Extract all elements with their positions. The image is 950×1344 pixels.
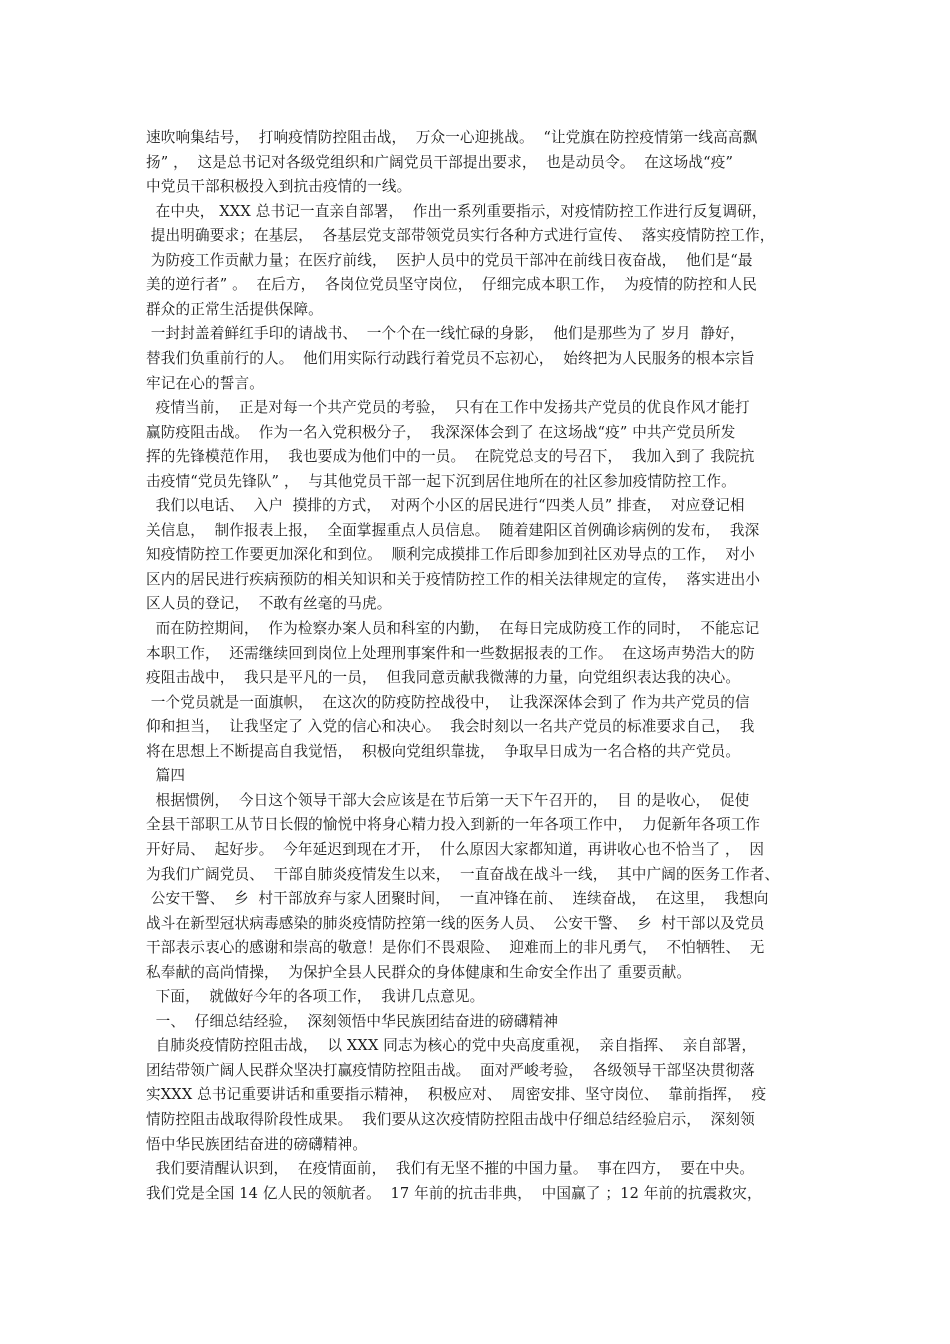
text-line: 区内的居民进行疾病预防的相关知识和关于疫情防控工作的相关法律规定的宣传， 落实进出小 bbox=[146, 570, 761, 588]
text-line: 本职工作， 还需继续回到岗位上处理刑事案件和一些数据报表的工作。 在这场声势浩大的防 bbox=[146, 644, 755, 662]
text-line: 一封封盖着鲜红手印的请战书、 一个个在一线忙碌的身影， 他们是那些为了 岁月 静好， bbox=[146, 325, 745, 343]
text-line: 一个党员就是一面旗帜， 在这次的防疫防控战役中， 让我深深体会到了 作为共产党员的信 bbox=[146, 693, 750, 711]
text-line: 开好局、 起好步。 今年延迟到现在才开， 什么原因大家都知道，再讲收心也不恰当了 ， 因 bbox=[146, 840, 765, 858]
text-line: 一、 仔细总结经验， 深刻领悟中华民族团结奋进的磅礴精神 bbox=[146, 1012, 559, 1030]
text-line: 我们以电话、 入户 摸排的方式， 对两个小区的居民进行“四类人员” 排查， 对应登记相 bbox=[146, 497, 745, 515]
text-line: 为防疫工作贡献力量；在医疗前线， 医护人员中的党员干部冲在前线日夜奋战， 他们是“最 bbox=[146, 251, 753, 269]
text-line: 中党员干部积极投入到抗击疫情的一线。 bbox=[146, 178, 412, 196]
text-line: 挥的先锋模范作用， 我也要成为他们中的一员。 在院党总支的号召下， 我加入到了 我院抗 bbox=[146, 448, 755, 466]
text-line: 将在思想上不断提高自我觉悟， 积极向党组织靠拢， 争取早日成为一名合格的共产党员。 bbox=[146, 742, 741, 760]
text-line: 根据惯例， 今日这个领导干部大会应该是在节后第一天下午召开的， 目 的是收心， 促使 bbox=[146, 791, 750, 809]
text-line: 提出明确要求；在基层， 各基层党支部带领党员实行各种方式进行宣传、 落实疫情防控工作， bbox=[146, 227, 775, 245]
text-line: 情防控阻击战取得阶段性成果。 我们要从这次疫情防控阻击战中仔细总结经验启示， 深刻领 bbox=[146, 1111, 755, 1128]
text-line: 而在防控期间， 作为检察办案人员和科室的内勤， 在每日完成防疫工作的同时， 不能忘记 bbox=[146, 620, 760, 637]
text-line: 自肺炎疫情防控阻击战， 以 XXX 同志为核心的党中央高度重视， 亲自指挥、 亲自部署， bbox=[146, 1037, 757, 1055]
text-line: 仰和担当， 让我坚定了 入党的信心和决心。 我会时刻以一名共产党员的标准要求自己， 我 bbox=[146, 718, 755, 736]
text-line: 牢记在心的誓言。 bbox=[146, 374, 264, 392]
text-line: 我们党是全国 14 亿人民的领航者。 17 年前的抗击非典， 中国赢了 ；12 年前的抗震救灾， bbox=[146, 1184, 762, 1202]
text-line: 击疫情“党员先锋队” ， 与其他党员干部一起下沉到居住地所在的社区参加疫情防控工作。 bbox=[146, 472, 736, 490]
text-line: 关信息， 制作报表上报， 全面掌握重点人员信息。 随着建阳区首例确诊病例的发布， 我深 bbox=[146, 521, 760, 539]
text-line: 全县干部职工从节日长假的愉悦中将身心精力投入到新的一年各项工作中， 力促新年各项工作 bbox=[146, 816, 761, 834]
text-line: 我们要清醒认识到， 在疫情面前， 我们有无坚不摧的中国力量。 事在四方， 要在中央。 bbox=[146, 1160, 755, 1178]
text-line: 下面， 就做好今年的各项工作， 我讲几点意见。 bbox=[146, 988, 485, 1006]
text-line: 疫阻击战中， 我只是平凡的一员， 但我同意贡献我微薄的力量，向党组织表达我的决心。 bbox=[146, 669, 741, 687]
text-line: 私奉献的高尚情操， 为保护全县人民群众的身体健康和生命安全作出了 重要贡献。 bbox=[146, 963, 692, 981]
text-line: 群众的正常生活提供保障。 bbox=[146, 300, 323, 318]
text-line: 实XXX 总书记重要讲话和重要指示精神， 积极应对、 周密安排、坚守岗位、 靠前指挥， 疫 bbox=[146, 1086, 767, 1104]
text-line: 扬” ， 这是总书记对各级党组织和广阔党员干部提出要求， 也是动员令。 在这场战“疫” bbox=[146, 153, 734, 171]
text-line: 在中央， XXX 总书记一直亲自部署， 作出一系列重要指示，对疫情防控工作进行反复调研， bbox=[146, 202, 767, 220]
text-line: 干部表示衷心的感谢和崇高的敬意！是你们不畏艰险、 迎难而上的非凡勇气， 不怕牺牲、 无 bbox=[146, 939, 765, 957]
text-line: 公安干警、 乡 村干部放弃与家人团聚时间， 一直冲锋在前、 连续奋战， 在这里， 我想向 bbox=[146, 890, 769, 908]
text-line: 知疫情防控工作要更加深化和到位。 顺利完成摸排工作后即参加到社区劝导点的工作， 对小 bbox=[146, 546, 755, 564]
text-line: 团结带领广阔人民群众坚决打赢疫情防控阻击战。 面对严峻考验， 各级领导干部坚决贯彻落 bbox=[146, 1061, 755, 1079]
text-line: 替我们负重前行的人。 他们用实际行动践行着党员不忘初心， 始终把为人民服务的根本宗旨 bbox=[146, 349, 755, 367]
text-line: 速吹响集结号， 打响疫情防控阻击战， 万众一心迎挑战。 “让党旗在防控疫情第一线高高飘 bbox=[146, 129, 758, 146]
text-line: 赢防疫阻击战。 作为一名入党积极分子， 我深深体会到了 在这场战“疫” 中共产党员所发 bbox=[146, 423, 736, 441]
text-line: 为我们广阔党员、 干部自肺炎疫情发生以来， 一直奋战在战斗一线， 其中广阔的医务工作者、 bbox=[146, 865, 780, 883]
text-line: 疫情当前， 正是对每一个共产党员的考验， 只有在工作中发扬共产党员的优良作风才能打 bbox=[146, 399, 750, 417]
text-line: 篇四 bbox=[146, 767, 186, 785]
text-line: 美的逆行者” 。 在后方， 各岗位党员坚守岗位， 仔细完成本职工作， 为疫情的防控和人民 bbox=[146, 276, 757, 294]
text-line: 区人员的登记， 不敢有丝毫的马虎。 bbox=[146, 595, 392, 613]
text-line: 战斗在新型冠状病毒感染的肺炎疫情防控第一线的医务人员、 公安干警、 乡 村干部以及党员 bbox=[146, 914, 765, 932]
text-line: 悟中华民族团结奋进的磅礴精神。 bbox=[146, 1135, 368, 1153]
